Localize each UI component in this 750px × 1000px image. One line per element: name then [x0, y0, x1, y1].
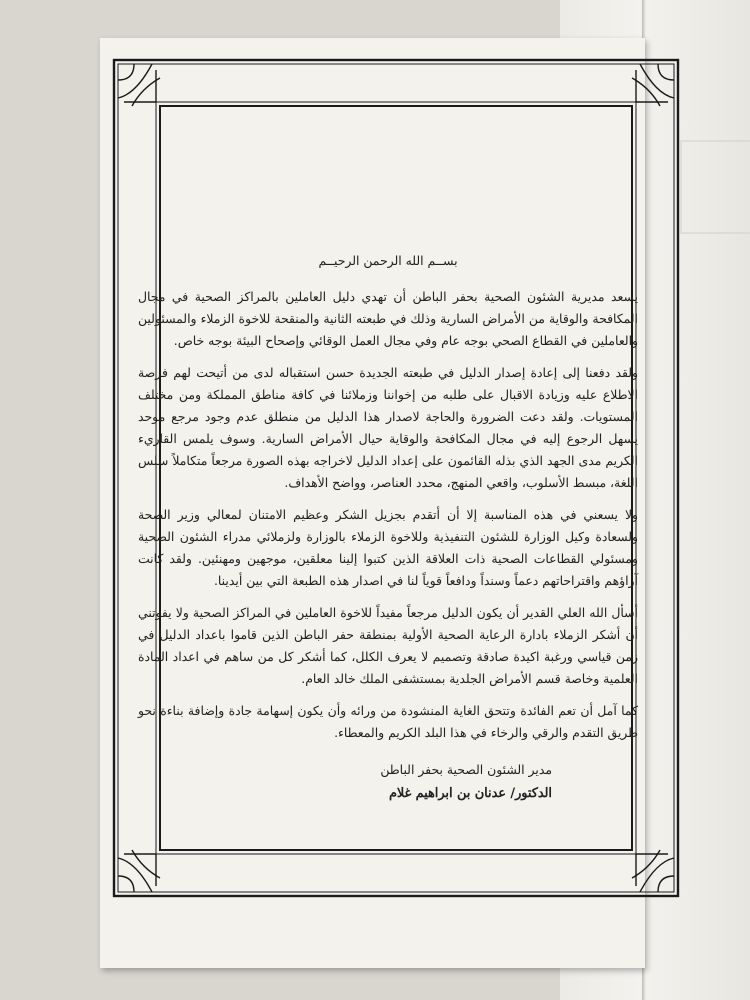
- letter-body: [138, 250, 638, 830]
- signature-block: [138, 758, 638, 806]
- background-page-faint-box: [680, 140, 750, 234]
- letter-paragraph-1: يسعد مديرية الشئون الصحية بحفر الباطن أن تهدي دليل العاملين بالمراكز الصحية في مجال المكافحة والوقاية من الأمراض السارية وذلك في طبعته الثانية والمنقحة للاخوة الزملاء والمسئولين والعاملين في القطاع الصحي بوجه عام وفي مجال العمل الوقائي وإصحاح البيئة بوجه خاص.: [138, 289, 638, 348]
- signature-role: مدير الشئون الصحية بحفر الباطن: [380, 762, 552, 777]
- bismillah-heading: بســم الله الرحمن الرحيــم: [318, 253, 458, 268]
- signature-name: الدكتور/ عدنان بن ابراهيم غلام: [388, 786, 552, 801]
- letter-paragraph-2: ولقد دفعنا إلى إعادة إصدار الدليل في طبعته الجديدة حسن استقباله لدى من أتيحت لهم فرصة الاطلاع عليه وزيادة الاقبال على طلبه من إخواننا وزملائنا في كافة مناطق المملكة ومن مختلف المستويات. ولقد دعت الضرورة والحاجة لاصدار هذا الدليل من منطلق عدم وجود مرجع موحد يسهل الرجوع إليه في مجال المكافحة والوقاية حيال الأمراض السارية. وسوف يلمس القاريء الكريم مدى الجهد الذي بذله القائمون على إعداد الدليل لاخراجه بهذه الصورة مرجعاً متكاملاً سلس اللغة، مبسط الأسلوب، واقعي المنهج، محدد العناصر، وواضح الأهداف.: [138, 365, 638, 490]
- letter-paragraph-3: ولا يسعني في هذه المناسبة إلا أن أتقدم بجزيل الشكر وعظيم الامتنان لمعالي وزير الصحة ولسعادة وكيل الوزارة للشئون التنفيذية وللاخوة الزملاء بالوزارة ولزملائي مدراء الشئون الصحية ومسئولي القطاعات الصحية ذات العلاقة الذين كتبوا إلينا معلقين، موجهين ومهنئين. ولقد كانت آراؤهم واقتراحاتهم دعماً وسنداً ودافعاً قوياً لنا في اصدار هذه الطبعة التي بين أيدينا.: [138, 507, 638, 588]
- letter-paragraph-4: أسأل الله العلي القدير أن يكون الدليل مرجعاً مفيداً للاخوة العاملين في المراكز الصحية ولا يفوتني أن أشكر الزملاء بادارة الرعاية الصحية الأولية بمنطقة حفر الباطن الذين قاموا باعداد الدليل في زمن قياسي ورغبة اكيدة صادقة وتصميم لا يعرف الكلل، كما أشكر كل من ساهم في اعداد المادة العلمية وخاصة قسم الأمراض الجلدية بمستشفى الملك خالد العام.: [138, 605, 638, 686]
- letter-paragraph-5: كما آمل أن تعم الفائدة وتتحق الغاية المنشودة من ورائه وأن يكون إسهامة جادة وإضافة بناءة نحو طريق التقدم والرقي والرخاء في هذا البلد الكريم والمعطاء.: [138, 703, 638, 740]
